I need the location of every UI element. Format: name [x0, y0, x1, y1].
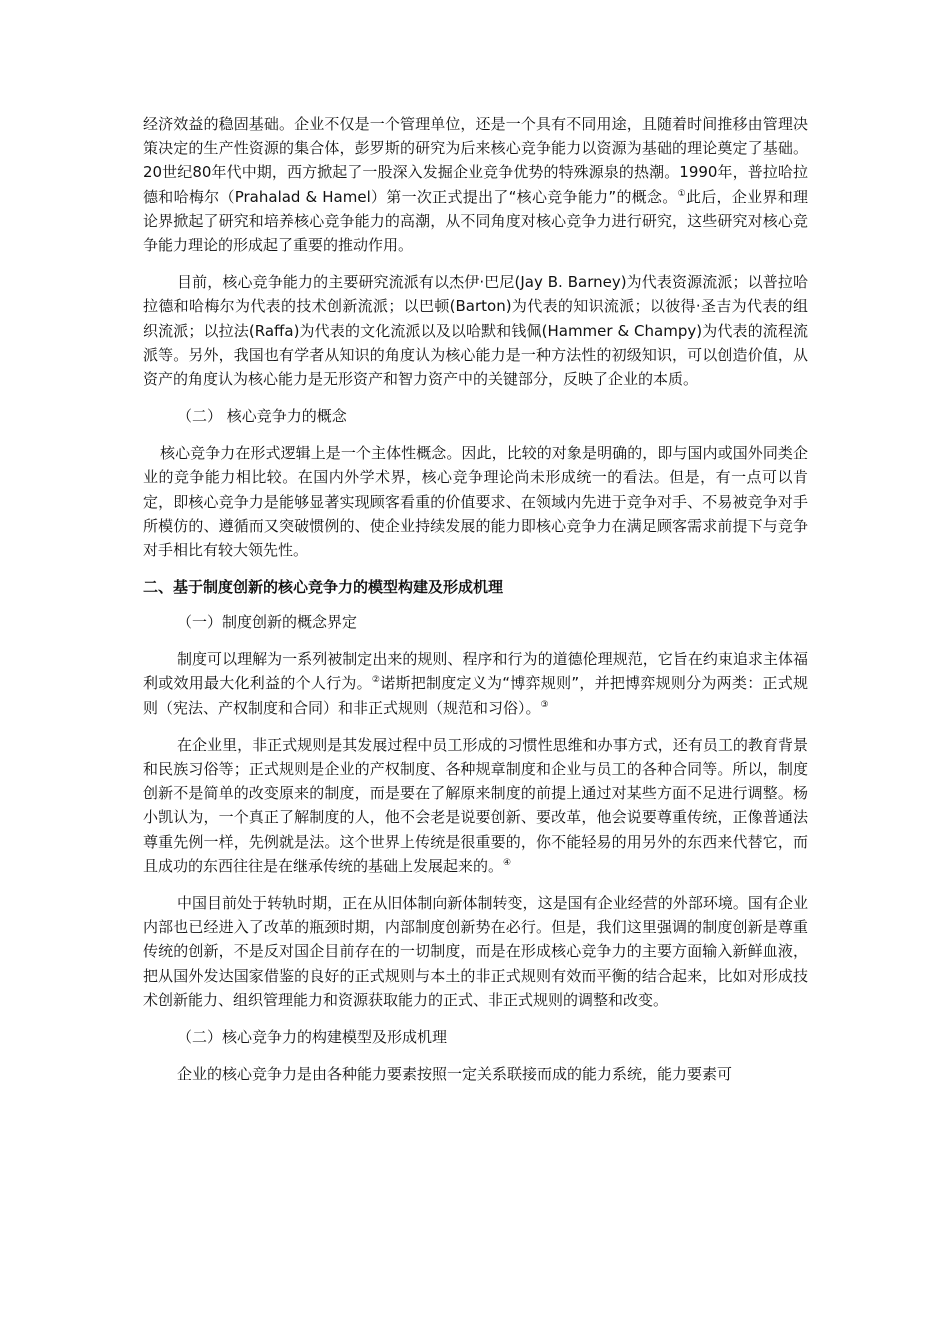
footnote-marker-1[interactable]: ① — [677, 188, 686, 199]
paragraph-text-continued: 诺斯把制度定义为“博弈规则”，并把博弈规则分为两类：正式规则（宪法、产权制度和合同）和非正式规则（规范和习俗）。 — [143, 674, 808, 717]
section-heading-2: 二、基于制度创新的核心竞争力的模型构建及形成机理 — [143, 578, 504, 597]
footnote-marker-2[interactable]: ② — [371, 675, 381, 686]
paragraph-china-transition: 中国目前处于转轨时期，正在从旧体制向新体制转变，这是国有企业经营的外部环境。国有企业内部也已经进入了改革的瓶颈时期，内部制度创新势在必行。但是，我们这里强调的制度创新是尊重传统的创新，不是反对国企目前存在的一切制度，而是在形成核心竞争力的主要方面输入新鲜血液，把从国外发达国家借鉴的良好的正式规则与本土的非正式规则有效而平衡的结合起来，比如对形成技术创新能力、组织管理能力和资源获取能力的正式、非正式规则的调整和改变。 — [143, 894, 808, 1009]
paragraph-institution-definition — [143, 647, 808, 720]
subheading-institutional-innovation: （一）制度创新的概念界定 — [177, 613, 358, 632]
paragraph-text-continued: 此后，企业界和理论界掀起了研究和培养核心竞争能力的高潮，从不同角度对核心竞争力进行研究，这些研究对核心竞争能力理论的形成起了重要的推动作用。 — [143, 187, 808, 255]
paragraph-concept-definition: 核心竞争力在形式逻辑上是一个主体性概念。因此，比较的对象是明确的，即与国内或国外同类企业的竞争能力相比较。在国内外学术界，核心竞争理论尚未形成统一的看法。但是，有一点可以肯定，即核心竞争力是能够显著实现顾客看重的价值要求、在领域内先进于竞争对手、不易被竞争对手所模仿的、遵循而又突破惯例的、使企业持续发展的能力即核心竞争力在满足顾客需求前提下与竞争对手相比有较大领先性。 — [143, 444, 808, 560]
footnote-marker-3[interactable]: ③ — [540, 699, 549, 710]
paragraph-text: 在企业里，非正式规则是其发展过程中员工形成的习惯性思维和办事方式，还有员工的教育背景和民族习俗等；正式规则是企业的产权制度、各种规章制度和企业与员工的各种合同等。所以，制度创新不是简单的改变原来的制度，而是要在了解原来制度的前提上通过对某些方面不足进行调整。杨小凯认为，一个真正了解制度的人，他不会老是说要创新、要改革，他会说要尊重传统，正像普通法尊重先例一样，先例就是法。这个世界上传统是很重要的，你不能轻易的用另外的东西来代替它，而且成功的东西往往是在继承传统的基础上发展起来的。 — [143, 735, 808, 875]
paragraph-text: 经济效益的稳固基础。企业不仅是一个管理单位，还是一个具有不同用途，且随着时间推移由管理决策决定的生产性资源的集合体，彭罗斯的研究为后来核心竞争能力以资源为基础的理论奠定了基础。20世纪80年代中期，西方掀起了一股深入发掘企业竞争优势的特殊源泉的热潮。1990年，普拉哈拉德和哈梅尔（Prahalad & Hamel）第一次正式提出了“核心竞争能力”的概念。 — [143, 115, 808, 206]
subheading-model-mechanism: （二）核心竞争力的构建模型及形成机理 — [177, 1028, 448, 1047]
footnote-marker-4[interactable]: ④ — [503, 857, 512, 868]
paragraph-research-schools: 目前，核心竞争能力的主要研究流派有以杰伊·巴尼(Jay B. Barney)为代表资源流派；以普拉哈拉德和哈梅尔为代表的技术创新流派；以巴顿(Barton)为代表的知识流派；以彼得·圣吉为代表的组织流派；以拉法(Raffa)为代表的文化流派以及以哈默和钱佩(Hammer & Champy)为代表的流程流派等。另外，我国也有学者从知识的角度认为核心能力是一种方法性的初级知识，可以创造价值，从资产的角度认为核心能力是无形资产和智力资产中的关键部分，反映了企业的本质。 — [143, 273, 808, 389]
paragraph-origin-core-competence — [143, 112, 808, 257]
paragraph-formal-informal-rules — [143, 733, 808, 878]
document-page — [143, 112, 808, 1099]
paragraph-text: 制度可以理解为一系列被制定出来的规则、程序和行为的道德伦理规范，它旨在约束追求主体福利或效用最大化利益的个人行为。 — [143, 650, 808, 693]
paragraph-capability-system: 企业的核心竞争力是由各种能力要素按照一定关系联接而成的能力系统，能力要素可 — [177, 1065, 733, 1084]
subheading-core-competence-concept: （二） 核心竞争力的概念 — [177, 407, 347, 426]
